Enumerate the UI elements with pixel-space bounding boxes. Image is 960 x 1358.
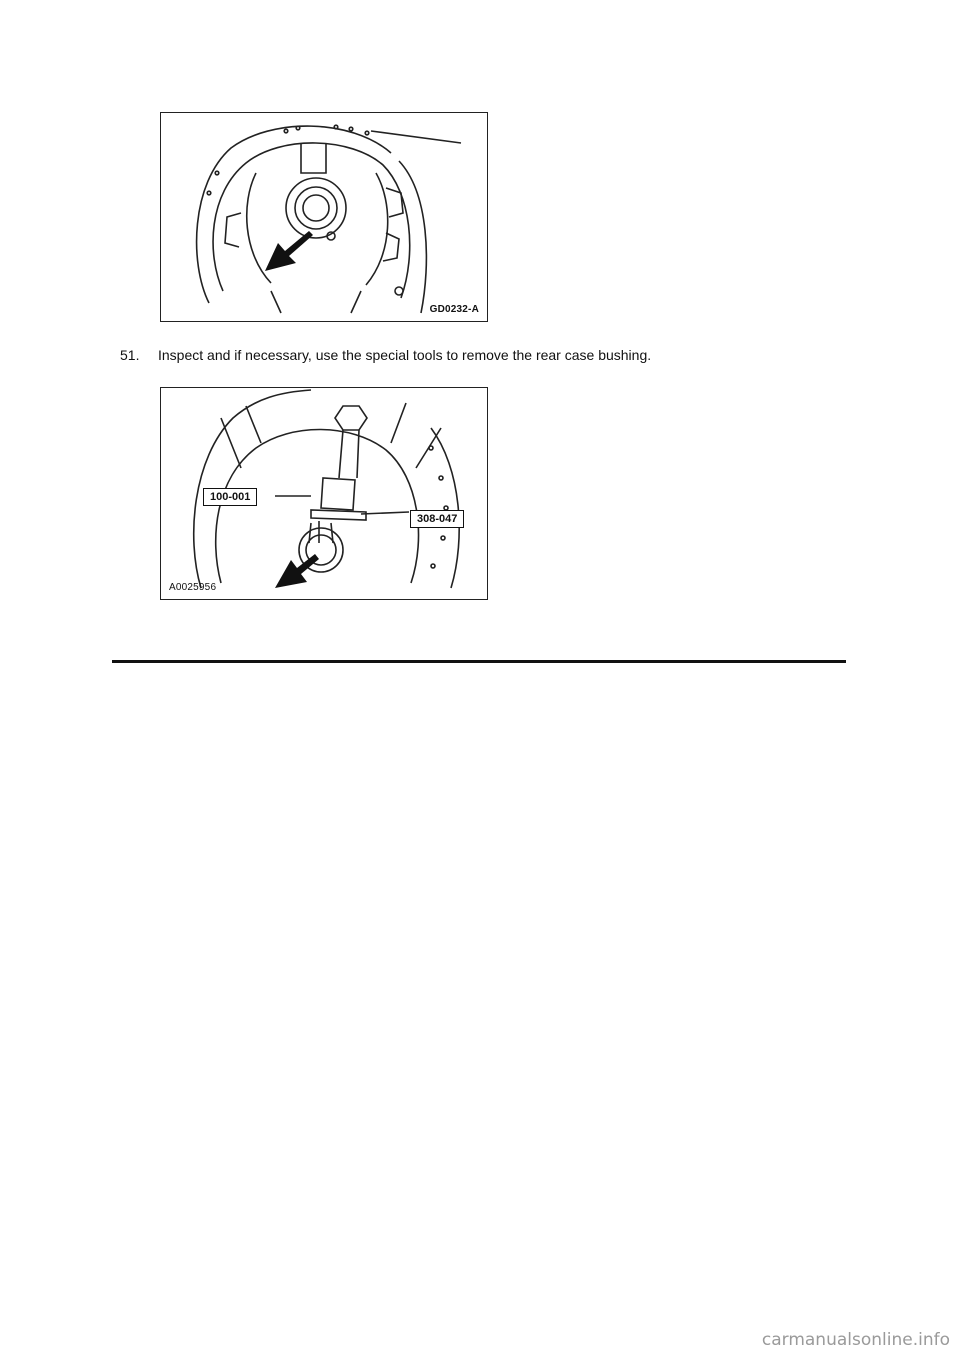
procedure-step — [120, 347, 651, 363]
step-text: Inspect and if necessary, use the special tools to remove the rear case bushing. — [158, 347, 652, 363]
tool-callout-100-001: 100-001 — [203, 488, 257, 506]
figure-id-label: GD0232-A — [429, 304, 479, 315]
figure-gd0232-a — [160, 112, 488, 322]
figure-a0025956 — [160, 387, 488, 600]
section-divider — [112, 660, 846, 663]
case-bushing-illustration — [161, 113, 487, 321]
watermark: carmanualsonline.info — [761, 1330, 950, 1350]
figure-id-label: A0025956 — [169, 582, 217, 593]
step-number: 51. — [120, 347, 140, 363]
tool-callout-308-047: 308-047 — [410, 510, 464, 528]
